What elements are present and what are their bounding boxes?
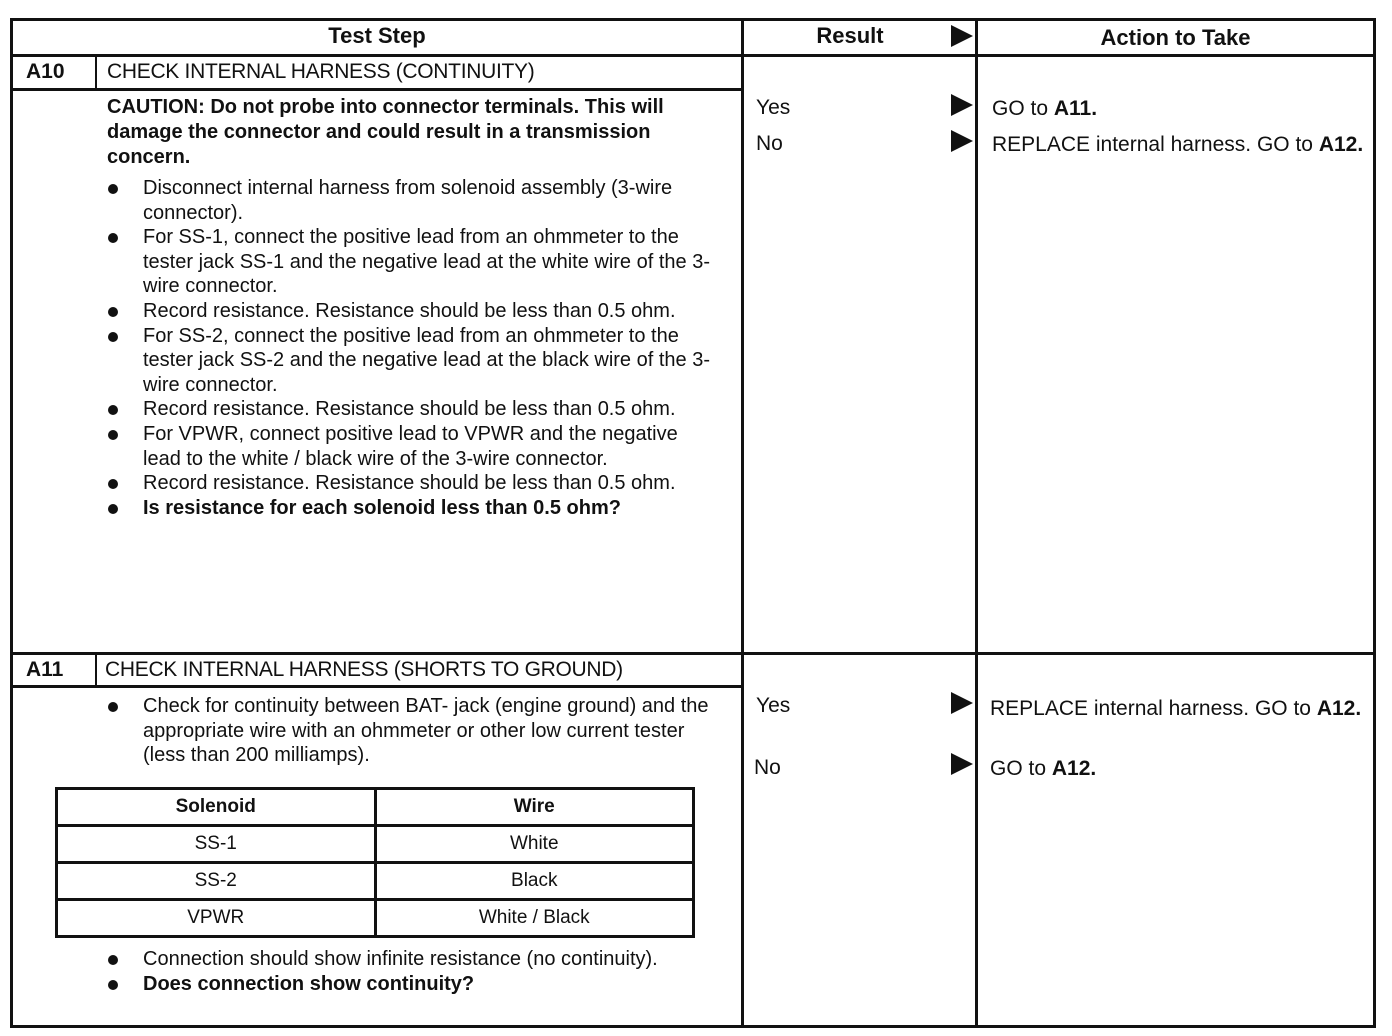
a10-step-id: A10 — [26, 60, 65, 83]
action-end: . — [1091, 97, 1098, 120]
a11-yes-arrow-icon — [951, 692, 973, 714]
table-cell-wire: Black — [375, 863, 694, 900]
a11-question: Does connection show continuity? — [105, 972, 720, 997]
a10-id-divider — [95, 54, 97, 90]
divider-result — [741, 18, 744, 1028]
a10-action-no — [992, 132, 1367, 157]
header-test-step: Test Step — [328, 23, 426, 48]
table-row — [57, 863, 694, 900]
a10-bullet: Record resistance. Resistance should be less than 0.5 ohm. — [105, 299, 715, 324]
action-text: GO to — [992, 97, 1054, 120]
a10-question: Is resistance for each solenoid less than 0.5 ohm? — [105, 496, 715, 521]
a11-title-rule — [10, 685, 743, 688]
header-result: Result — [816, 23, 884, 48]
a10-bullet: For VPWR, connect positive lead to VPWR and the negative lead to the white / black wire of the 3-wire connector. — [105, 422, 715, 471]
a11-result-yes: Yes — [756, 694, 791, 717]
table-header-wire: Wire — [375, 789, 694, 826]
header-arrow-icon — [951, 25, 973, 47]
a10-bullet: Record resistance. Resistance should be less than 0.5 ohm. — [105, 471, 715, 496]
action-end: . — [1357, 133, 1364, 156]
a10-bullet: For SS-2, connect the positive lead from an ohmmeter to the tester jack SS-2 and the negative lead at the black wire of the 3-wire connector. — [105, 324, 715, 398]
action-end: . — [1090, 757, 1097, 780]
a11-result-no: No — [754, 756, 781, 779]
a10-caution: CAUTION: Do not probe into connector terminals. This will damage the connector and could result in a transmission concern. — [107, 96, 664, 168]
a10-title-rule — [10, 88, 743, 91]
action-end: . — [1355, 697, 1362, 720]
action-step-ref: A12 — [1318, 133, 1358, 156]
action-step-ref: A12 — [1051, 757, 1091, 780]
frame-bottom — [10, 1025, 1376, 1028]
action-step-ref: A12 — [1316, 697, 1356, 720]
a11-bullet-list-bottom — [105, 947, 720, 996]
a10-action-yes — [992, 96, 1367, 121]
table-cell-solenoid: SS-2 — [57, 863, 376, 900]
a10-bullet: Record resistance. Resistance should be less than 0.5 ohm. — [105, 397, 715, 422]
header-rule — [10, 54, 1376, 57]
a11-bullet: Connection should show infinite resistance (no continuity). — [105, 947, 720, 972]
table-header-solenoid: Solenoid — [57, 789, 376, 826]
a11-id-divider — [95, 652, 97, 688]
table-row — [57, 826, 694, 863]
frame-right — [1373, 18, 1376, 1028]
table-cell-solenoid: VPWR — [57, 900, 376, 937]
table-cell-wire: White / Black — [375, 900, 694, 937]
a11-bullet: Check for continuity between BAT- jack (engine ground) and the appropriate wire with an ohmmeter or other low current tester (less than 200 milliamps). — [105, 694, 720, 768]
action-step-ref: A11 — [1053, 97, 1092, 120]
frame-top — [10, 18, 1376, 21]
action-text: GO to — [990, 757, 1052, 780]
table-row — [57, 900, 694, 937]
table-cell-wire: White — [375, 826, 694, 863]
a10-result-yes: Yes — [756, 96, 791, 119]
a11-no-arrow-icon — [951, 753, 973, 775]
table-header-row — [57, 789, 694, 826]
a10-result-no: No — [756, 132, 783, 155]
a10-bullet-list — [105, 176, 715, 520]
a10-step-title: CHECK INTERNAL HARNESS (CONTINUITY) — [107, 60, 535, 83]
divider-action — [975, 18, 978, 1028]
a10-bullet: For SS-1, connect the positive lead from an ohmmeter to the tester jack SS-1 and the negative lead at the white wire of the 3-wire connector. — [105, 225, 715, 299]
row-separator — [10, 652, 1376, 655]
solenoid-wire-table — [55, 787, 695, 938]
a11-step-title: CHECK INTERNAL HARNESS (SHORTS TO GROUND) — [105, 658, 623, 681]
a11-bullet-list-top — [105, 694, 720, 768]
a10-bullet: Disconnect internal harness from solenoid assembly (3-wire connector). — [105, 176, 715, 225]
table-cell-solenoid: SS-1 — [57, 826, 376, 863]
header-action: Action to Take — [1100, 25, 1251, 50]
frame-left — [10, 18, 13, 1028]
action-text: REPLACE internal harness. GO to — [992, 133, 1319, 156]
a11-action-yes — [990, 696, 1365, 721]
a11-step-id: A11 — [26, 658, 64, 681]
a10-yes-arrow-icon — [951, 94, 973, 116]
a11-action-no — [990, 756, 1365, 781]
a10-no-arrow-icon — [951, 130, 973, 152]
action-text: REPLACE internal harness. GO to — [990, 697, 1317, 720]
